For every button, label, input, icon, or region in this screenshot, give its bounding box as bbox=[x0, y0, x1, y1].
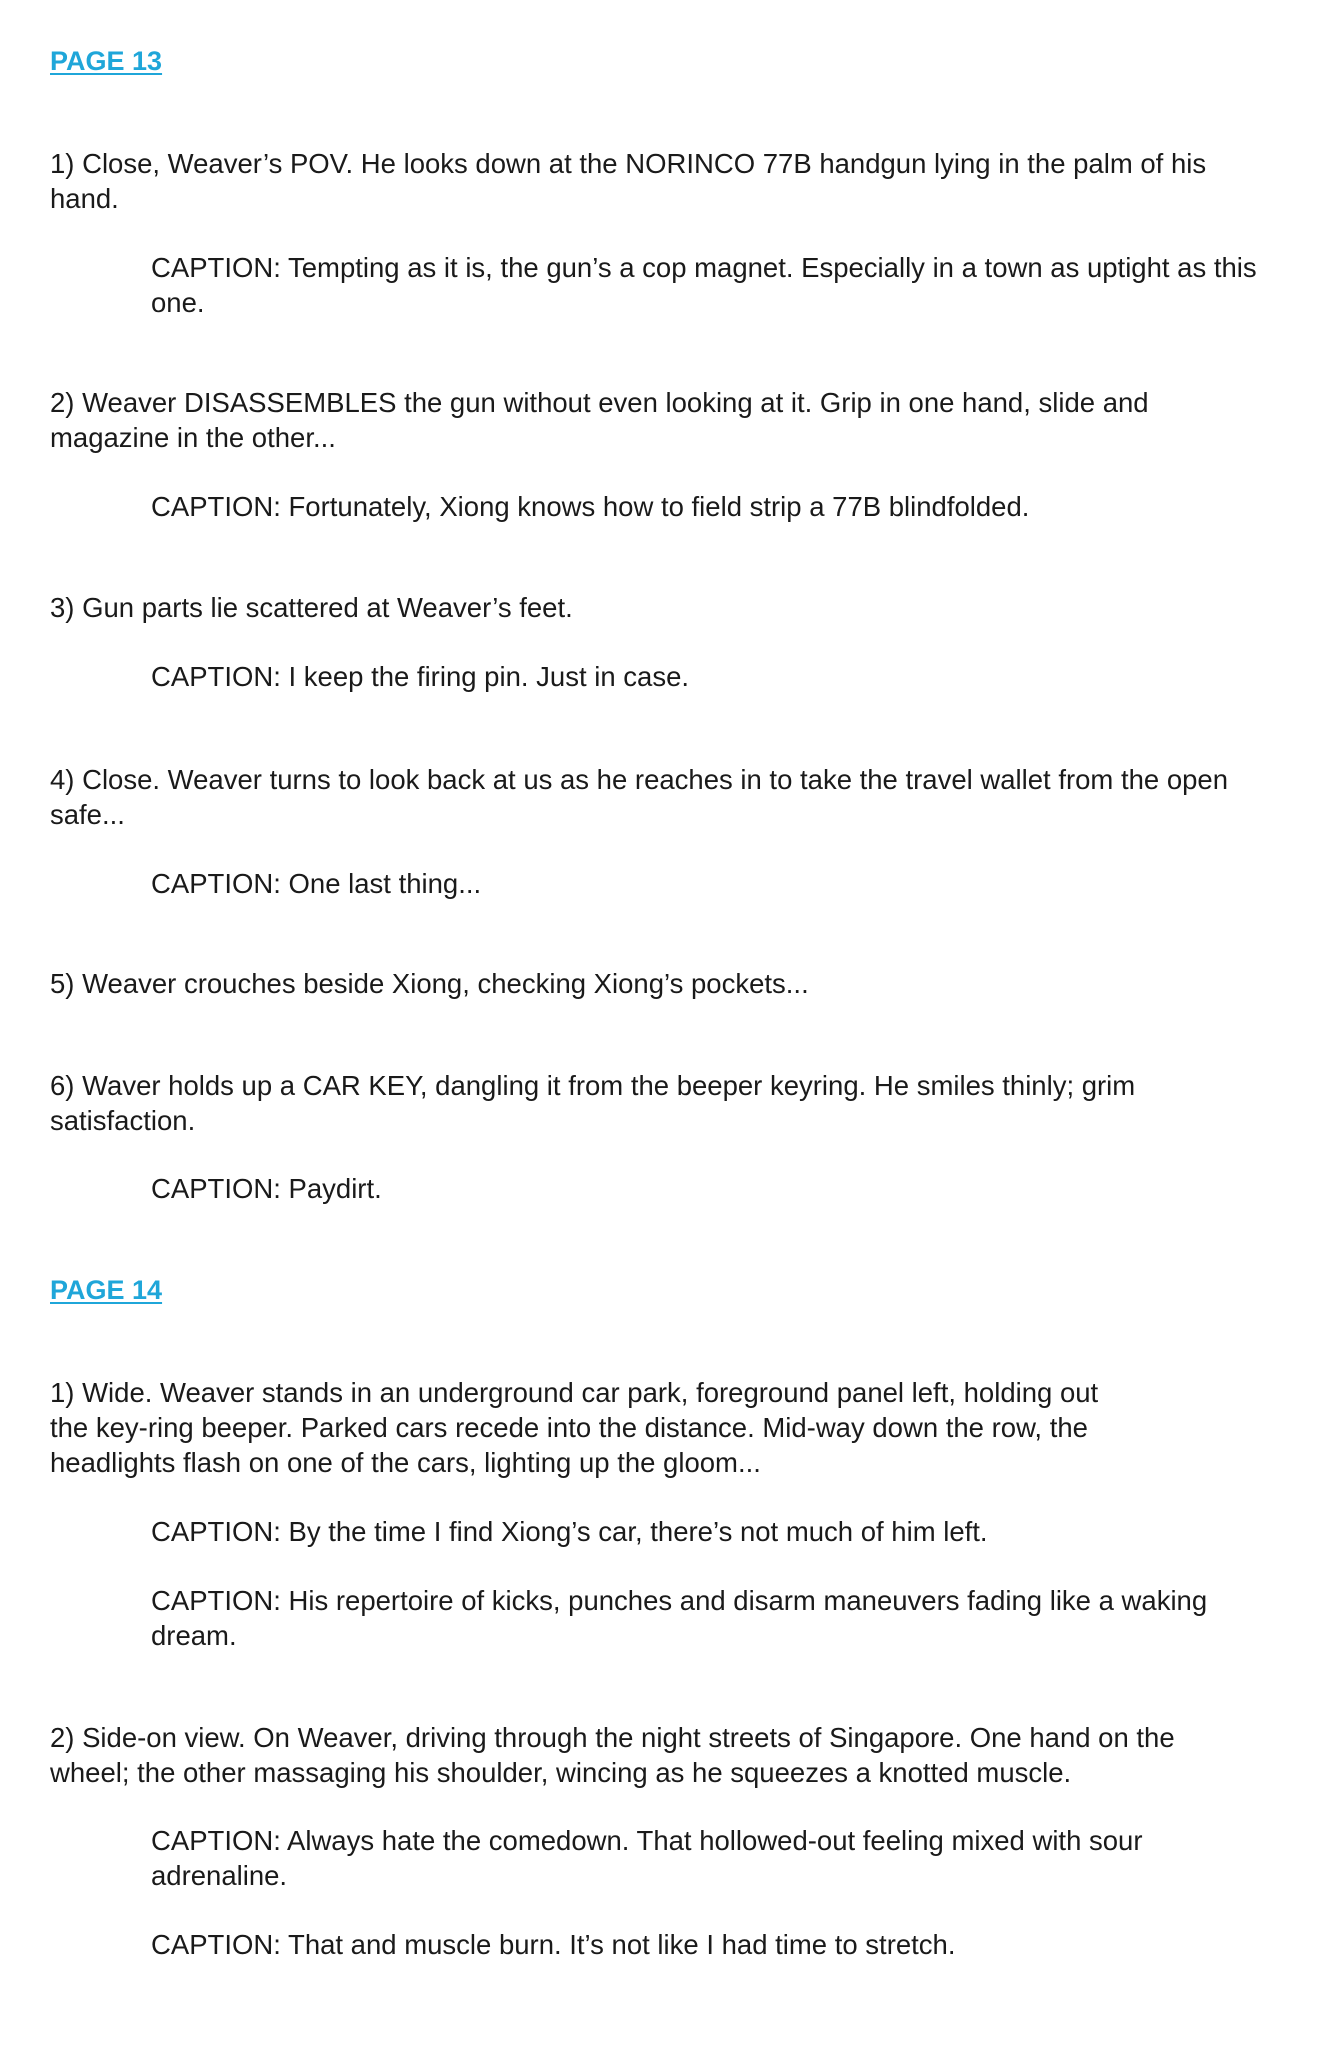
page-14-panel-1-description bbox=[50, 1375, 1260, 1480]
page-13-panel-4-caption: CAPTION: One last thing... bbox=[151, 868, 482, 899]
description-line: the key-ring beeper. Parked cars recede into the distance. Mid-way down the row, the bbox=[50, 1412, 1088, 1443]
page-13-panel-1-caption: CAPTION: Tempting as it is, the gun’s a cop magnet. Especially in a town as uptight as this one. bbox=[151, 252, 1257, 318]
page-13-panel-2-description: 2) Weaver DISASSEMBLES the gun without even looking at it. Grip in one hand, slide and magazine in the other... bbox=[50, 387, 1149, 453]
page-13-panel-4-description: 4) Close. Weaver turns to look back at us as he reaches in to take the travel wallet from the open safe... bbox=[50, 764, 1229, 830]
page-14-heading[interactable]: PAGE 14 bbox=[50, 1275, 163, 1305]
page-13-panel-3-description: 3) Gun parts lie scattered at Weaver’s feet. bbox=[50, 592, 573, 623]
page-14-panel-1-caption-1: CAPTION: By the time I find Xiong’s car, there’s not much of him left. bbox=[151, 1516, 988, 1547]
description-line: headlights flash on one of the cars, lighting up the gloom... bbox=[50, 1447, 761, 1478]
page-14-panel-2-description: 2) Side-on view. On Weaver, driving through the night streets of Singapore. One hand on the wheel; the other massaging his shoulder, wincing as he squeezes a knotted muscle. bbox=[50, 1722, 1175, 1788]
description-line: 1) Wide. Weaver stands in an underground car park, foreground panel left, holding out bbox=[50, 1377, 1099, 1408]
page-14-panel-1-caption-2: CAPTION: His repertoire of kicks, punches and disarm maneuvers fading like a waking dream. bbox=[151, 1585, 1208, 1651]
page-13-panel-2-caption: CAPTION: Fortunately, Xiong knows how to field strip a 77B blindfolded. bbox=[151, 491, 1030, 522]
page-14-panel-2-caption-2: CAPTION: That and muscle burn. It’s not like I had time to stretch. bbox=[151, 1929, 956, 1960]
page-13-heading[interactable]: PAGE 13 bbox=[50, 46, 163, 76]
page-14-panel-2-caption-1: CAPTION: Always hate the comedown. That hollowed-out feeling mixed with sour adrenaline. bbox=[151, 1825, 1143, 1891]
page-13-panel-1-description: 1) Close, Weaver’s POV. He looks down at the NORINCO 77B handgun lying in the palm of his hand. bbox=[50, 148, 1207, 214]
page-13-panel-6-caption: CAPTION: Paydirt. bbox=[151, 1173, 382, 1204]
page-13-panel-3-caption: CAPTION: I keep the firing pin. Just in case. bbox=[151, 661, 690, 692]
page-13-panel-5-description: 5) Weaver crouches beside Xiong, checking Xiong’s pockets... bbox=[50, 968, 809, 999]
page-13-panel-6-description: 6) Waver holds up a CAR KEY, dangling it from the beeper keyring. He smiles thinly; grim satisfaction. bbox=[50, 1070, 1136, 1136]
